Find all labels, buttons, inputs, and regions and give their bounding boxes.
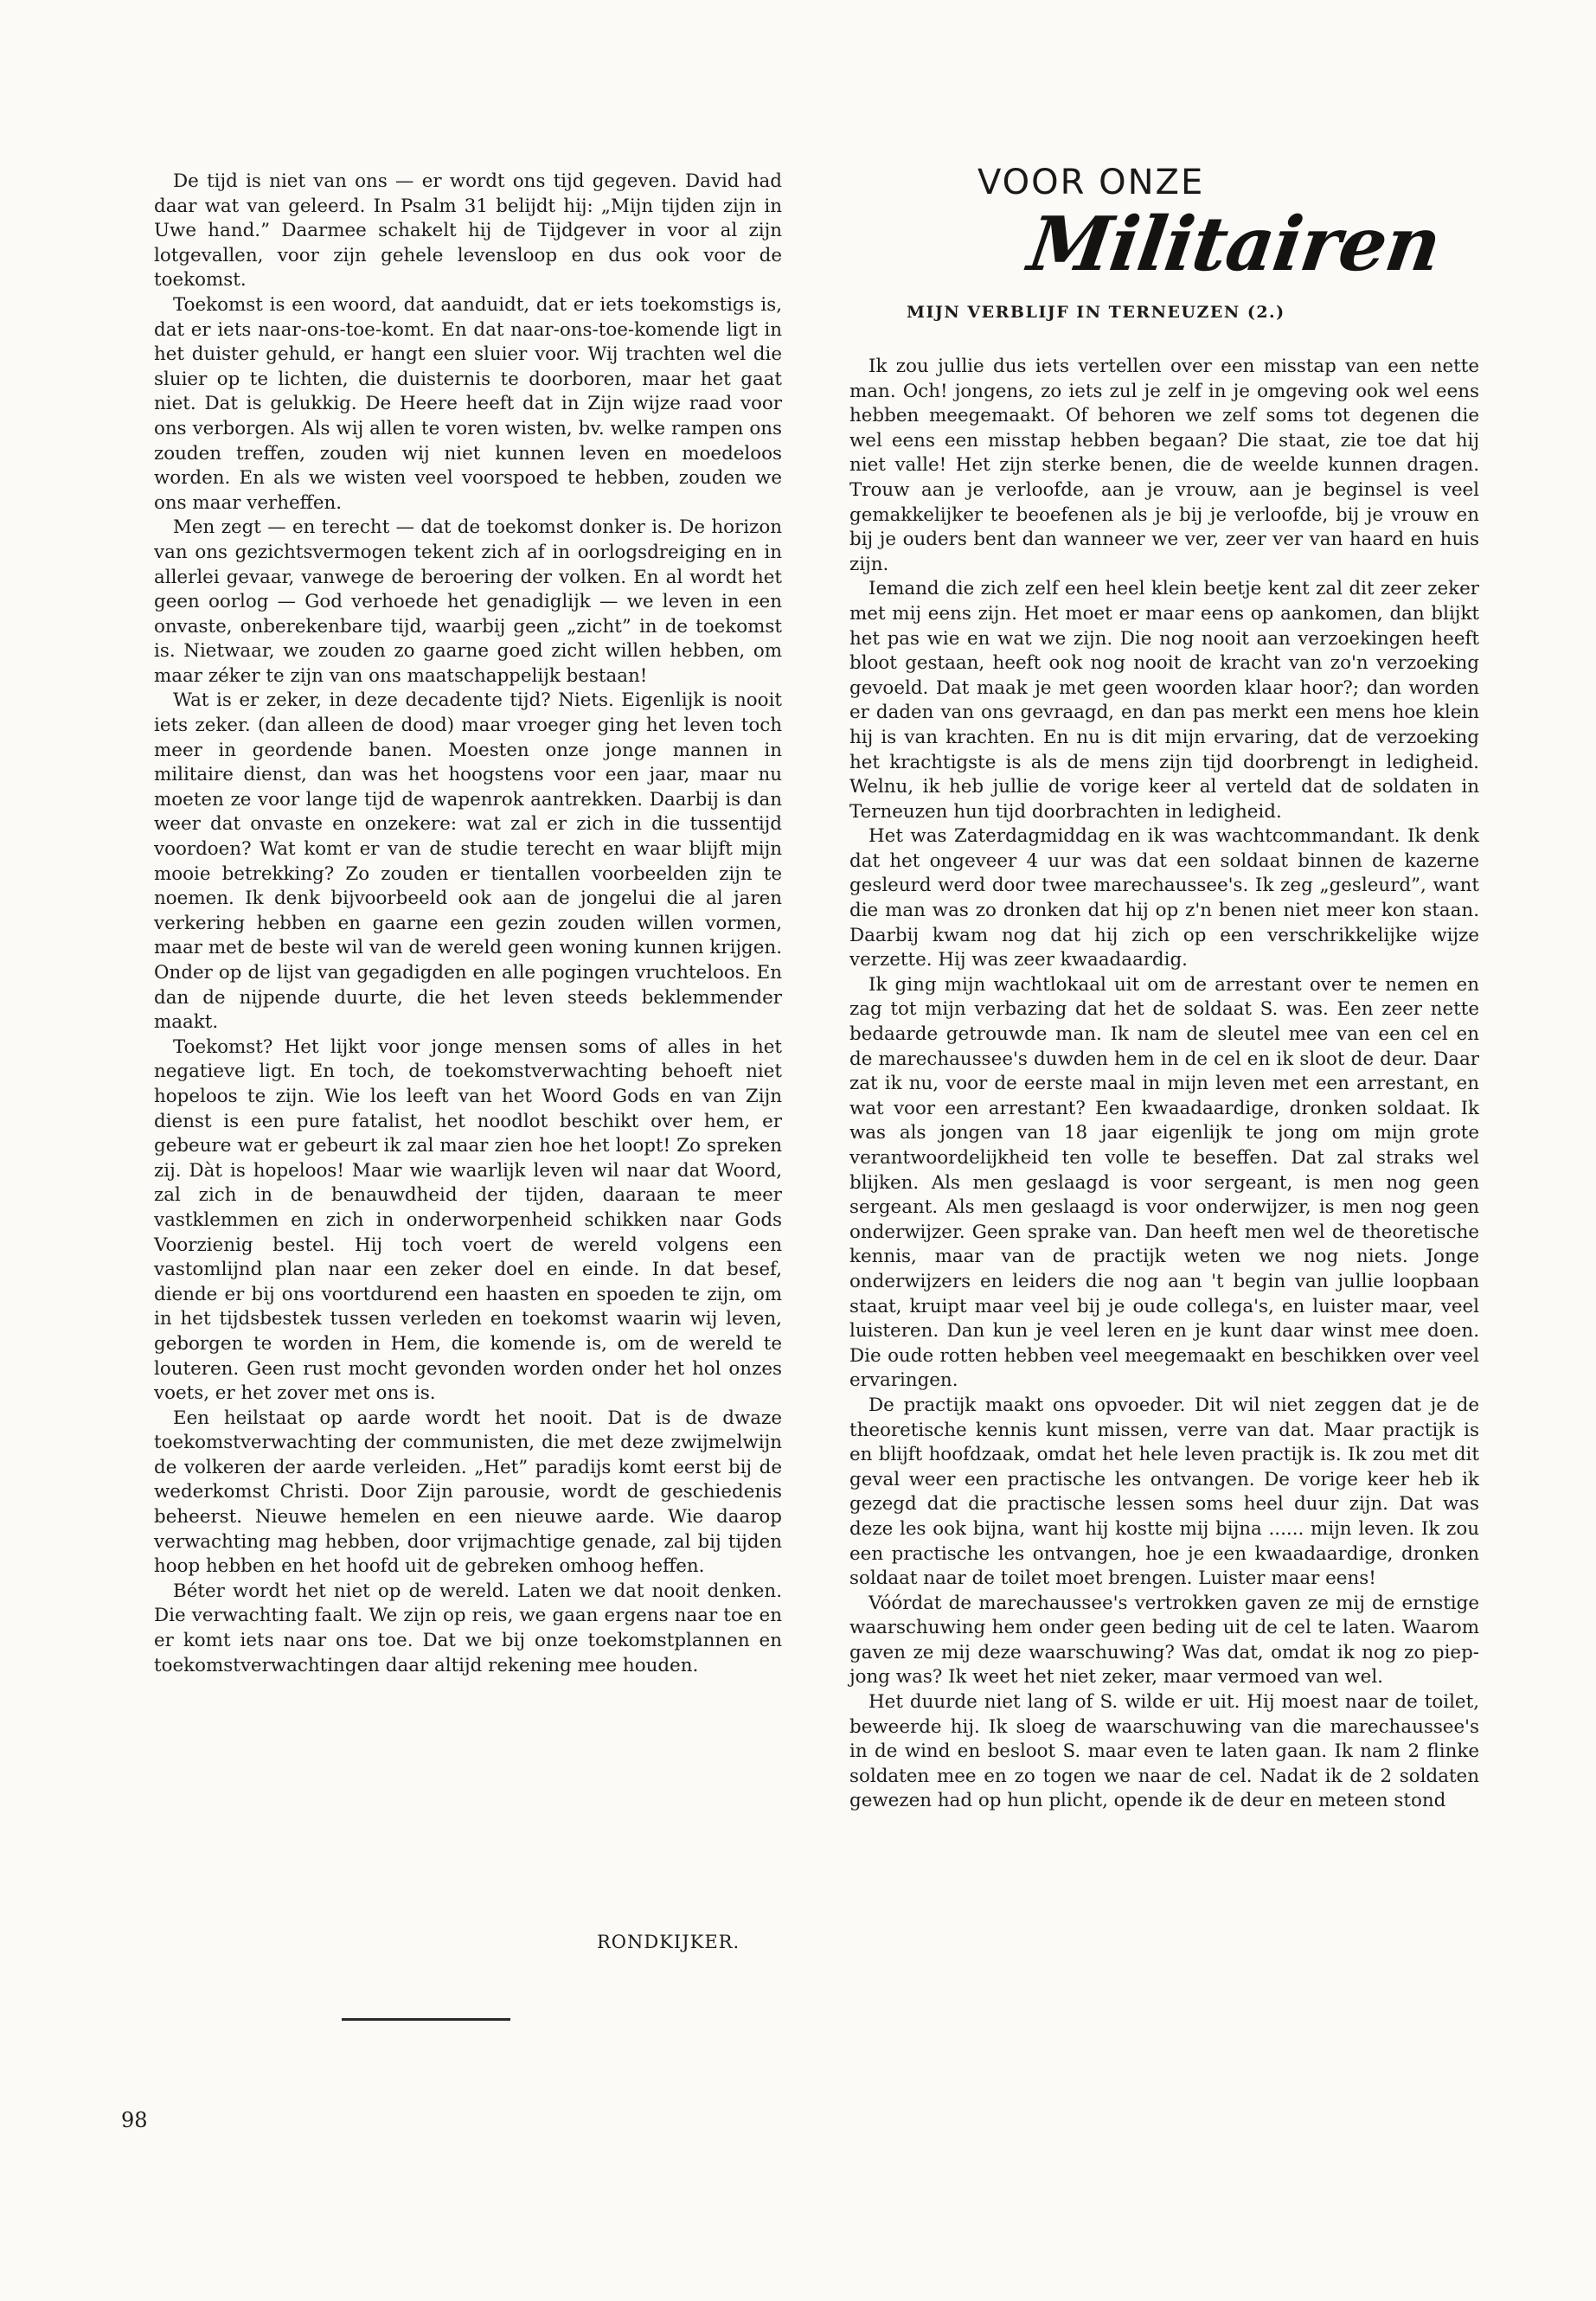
paragraph: De practijk maakt ons opvoeder. Dit wil niet zeggen dat je de theoretische kennis kunt missen, verre van dat. Maar practijk is en blijft hoofdzaak, omdat het hele leven practijk is. Ik zou met dit geval weer een practische les ontvangen. De vorige keer heb ik gezegd dat die practische lessen soms heel duur zijn. Dat was deze les ook bijna, want hij kostte mij bijna ...... mijn leven. Ik zou een practische les ontvangen, hoe je een kwaadaardige, dronken soldaat naar de toilet moet brengen. Luister maar eens! [849,1394,1479,1590]
paragraph: Vóórdat de marechaussee's vertrokken gaven ze mij de ernstige waarschuwing hem onder geen beding uit de cel te laten. Waarom gaven ze mij deze waarschuwing? Was dat, omdat ik nog zo piep-jong was? Ik weet het niet zeker, maar vermoed van wel. [849,1592,1479,1689]
paragraph: Ik zou jullie dus iets vertellen over een misstap van een nette man. Och! jongens, zo iets zul je zelf in je omgeving ook wel eens hebben meegemaakt. Of behoren we zelf soms tot degenen die wel eens een misstap hebben begaan? Die staat, zie toe dat hij niet valle! Het zijn sterke benen, die de weelde kunnen dragen. Trouw aan je verloofde, aan je vrouw, aan je beginsel is veel gemakkelijker te beoefenen als je bij je verloofde, bij je vrouw en bij je ouders bent dan wanneer we ver, zeer ver van haard en huis zijn. [849,356,1479,575]
paragraph: Men zegt — en terecht — dat de toekomst donker is. De horizon van ons gezichtsvermogen tekent zich af in oorlogsdreiging en in allerlei gevaar, vanwege de beroering der volken. En al wordt het geen oorlog — God verhoede het genadiglijk — we leven in een onvaste, onberekenbare tijd, waarbij geen „zicht” in de toekomst is. Nietwaar, we zouden zo gaarne goed zicht willen hebben, om maar zéker te zijn van ons maatschappelijk bestaan! [154,516,782,687]
paragraph: Toekomst? Het lijkt voor jonge mensen soms of alles in het negatieve ligt. En toch, de toekomstverwachting behoeft niet hopeloos te zijn. Wie los leeft van het Woord Gods en van Zijn dienst is een pure fatalist, het noodlot beschikt over hem, er gebeure wat er gebeurt ik zal maar zien hoe het loopt! Zo spreken zij. Dàt is hopeloos! Maar wie waarlijk leven wil naar dat Woord, zal zich in de benauwdheid der tijden, daaraan te meer vastklemmen en zich in onderworpenheid schikken naar Gods Voorzienig bestel. Hij toch voert de wereld volgens een vastomlijnd plan naar een zeker doel en einde. In dat besef, diende er bij ons voortdurend een haasten en spoeden te zijn, om in het tijdsbestek tussen verleden en toekomst waarin wij leven, geborgen te worden in Hem, die komende is, om de wereld te louteren. Geen rust mocht gevonden worden onder het hol onzes voets, er het zover met ons is. [154,1035,782,1405]
right-column-article [849,355,1479,1814]
paragraph: Het was Zaterdagmiddag en ik was wachtcommandant. Ik denk dat het ongeveer 4 uur was dat een soldaat binnen de kazerne gesleurd werd door twee marechaussee's. Ik zeg „gesleurd”, want die man was zo dronken dat hij op z'n benen niet meer kon staan. Daarbij kwam nog dat hij zich op een verschrikkelijke wijze verzette. Hij was zeer kwaadaardig. [849,825,1479,971]
paragraph: Ik ging mijn wachtlokaal uit om de arrestant over te nemen en zag tot mijn verbazing dat het de soldaat S. was. Een zeer nette bedaarde getrouwde man. Ik nam de sleutel mee van een cel en de marechaussee's duwden hem in de cel en ik sloot de deur. Daar zat ik nu, voor de eerste maal in mijn leven met een arrestant, en wat voor een arrestant? Een kwaadaardige, dronken soldaat. Ik was als jongen van 18 jaar eigenlijk te jong om mijn grote verantwoordelijkheid ten volle te beseffen. Dat zal straks wel blijken. Als men geslaagd is voor sergeant, is men nog geen sergeant. Als men geslaagd is voor onderwijzer, is men nog geen onderwijzer. Geen sprake van. Dan heeft men wel de theoretische kennis, maar van de practijk weten we nog niets. Jonge onderwijzers en leiders die nog aan 't begin van jullie loopbaan staat, kruipt maar veel bij je oude collega's, en luister maar, veel luisteren. Dan kun je veel leren en je kunt daar winst mee doen. Die oude rotten hebben veel meegemaakt en beschikken over veel ervaringen. [849,973,1479,1392]
paragraph: Iemand die zich zelf een heel klein beetje kent zal dit zeer zeker met mij eens zijn. Het moet er maar eens op aankomen, dan blijkt het pas wie en wat we zijn. Die nog nooit aan verzoekingen heeft bloot gestaan, heeft ook nog nooit de kracht van zo'n verzoeking gevoeld. Dat maak je met geen woorden klaar hoor?; dan worden er daden van ons gevraagd, en dan pas merkt een mens hoe klein hij is van krachten. En nu is dit mijn ervaring, dat de verzoeking het krachtigste is als de mens zijn tijd doorbrengt in ledigheid. Welnu, ik heb jullie de vorige keer al verteld dat de soldaten in Terneuzen hun tijd doorbrachten in ledigheid. [849,578,1479,823]
section-divider [342,2018,510,2021]
left-column-article [154,170,782,1678]
paragraph: Toekomst is een woord, dat aanduidt, dat er iets toekomstigs is, dat er iets naar-ons-toe-komt. En dat naar-ons-toe-komende ligt in het duister gehuld, er hangt een sluier voor. Wij trachten wel die sluier op te lichten, die duisternis te doorboren, maar het gaat niet. Dat is gelukkig. De Heere heeft dat in Zijn wijze raad voor ons verborgen. Als wij allen te voren wisten, bv. welke rampen ons zouden treffen, zouden wij niet kunnen leven en moedeloos worden. En als we wisten veel voorspoed te hebben, zouden we ons maar verheffen. [154,293,782,514]
paragraph: Een heilstaat op aarde wordt het nooit. Dat is de dwaze toekomstverwachting der communisten, die met deze zwijmelwijn de volkeren der aarde verleiden. „Het” paradijs komt eerst bij de wederkomst Christi. Door Zijn parousie, wordt de geschiedenis beheerst. Nieuwe hemelen en een nieuwe aarde. Wie daarop verwachting mag hebben, door vrijmachtige genade, zal bij tijden hoop hebben en het hoofd uit de gebreken omhoog heffen. [154,1407,782,1578]
paragraph: De tijd is niet van ons — er wordt ons tijd gegeven. David had daar wat van geleerd. In Psalm 31 belijdt hij: „Mijn tijden zijn in Uwe hand.” Daarmee schakelt hij de Tijdgever in voor al zijn lotgevallen, voor zijn gehele levensloop en dus ook voor de toekomst. [154,170,782,292]
paragraph: Béter wordt het niet op de wereld. Laten we dat nooit denken. Die verwachting faalt. We zijn op reis, we gaan ergens naar toe en er komt iets naar ons toe. Dat we bij onze toekomstplannen en toekomstverwachtingen daar altijd rekening mee houden. [154,1580,782,1676]
article-subheader: MIJN VERBLIJF IN TERNEUZEN (2.) [907,303,1285,322]
paragraph: Het duurde niet lang of S. wilde er uit. Hij moest naar de toilet, beweerde hij. Ik sloeg de waarschuwing van die marechaussee's in de wind en besloot S. maar even te laten gaan. Ik nam 2 flinke soldaten mee en zo togen we naar de cel. Nadat ik de 2 soldaten gewezen had op hun plicht, opende ik de deur en meteen stond [849,1691,1479,1812]
paragraph: Wat is er zeker, in deze decadente tijd? Niets. Eigenlijk is nooit iets zeker. (dan alleen de dood) maar vroeger ging het leven toch meer in geordende banen. Moesten onze jonge mannen in militaire dienst, dan was het hoogstens voor een jaar, maar nu moeten ze voor lange tijd de wapenrok aantrekken. Daarbij is dan weer dat onvaste en onzekere: wat zal er zich in die tussentijd voordoen? Wat komt er van de studie terecht en waar blijft mijn mooie betrekking? Zo zouden er tientallen voorbeelden zijn te noemen. Ik denk bijvoorbeeld ook aan de jongelui die al jaren verkering hebben en gaarne een gezin zouden willen vormen, maar met de beste wil van de wereld geen woning kunnen krijgen. Onder op de lijst van gegadigden en alle pogingen vruchteloos. En dan de nijpende duurte, die het leven steeds beklemmender maakt. [154,689,782,1034]
author-signature: RONDKIJKER. [597,1932,740,1952]
column-header-title: Militairen [1022,201,1445,288]
page-number: 98 [121,2108,148,2132]
column-header-small: VOOR ONZE [977,163,1205,202]
